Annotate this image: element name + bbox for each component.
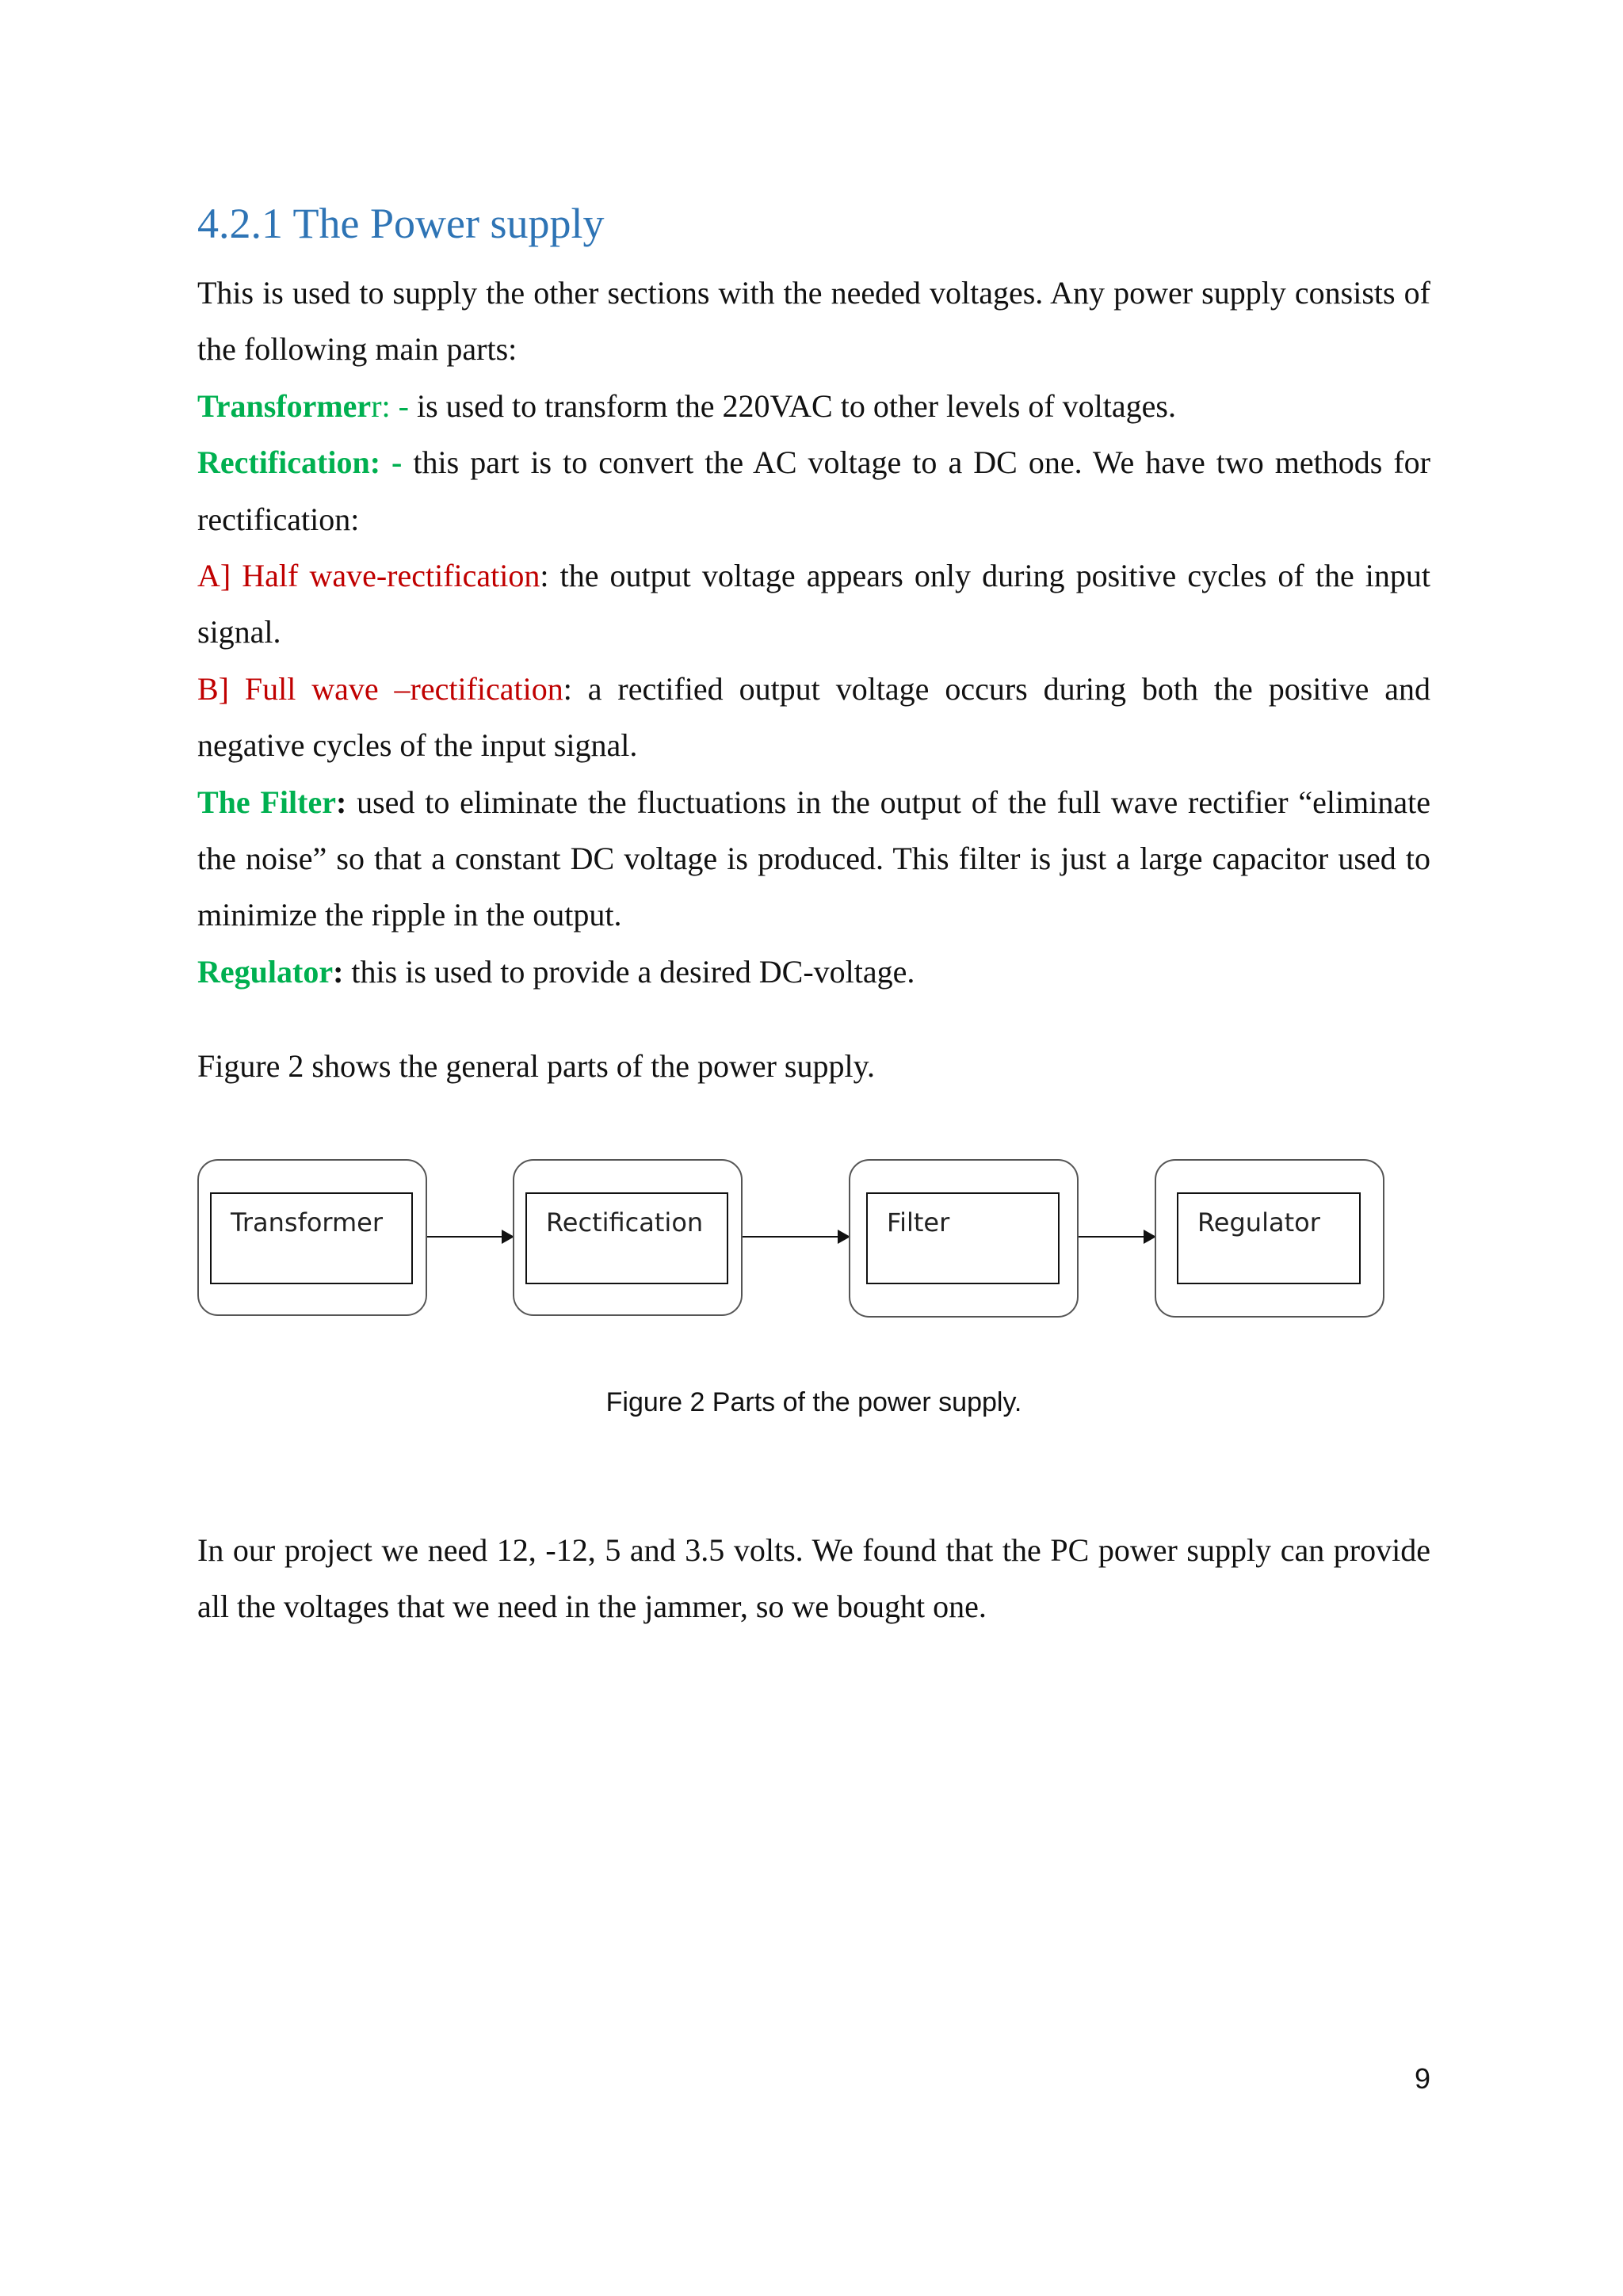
stage-regulator [1155,1159,1384,1318]
rectification-term: Rectification: - [197,444,414,481]
page-number: 9 [1414,2062,1430,2095]
arrow-filter-to-regulator [1079,1236,1155,1238]
section-heading: 4.2.1 The Power supply [197,200,605,247]
stage-rectification [513,1159,743,1316]
stage-transformer-box [210,1192,413,1284]
full-wave-paragraph [197,661,1430,774]
stage-rectification-box [525,1192,728,1284]
transformer-paragraph [197,378,1430,434]
stage-filter-label: Filter [887,1207,950,1238]
stage-filter [849,1159,1079,1318]
transformer-term-tail: r: - [371,387,417,424]
arrow-transformer-to-rectification [427,1236,513,1238]
regulator-term: Regulator [197,953,334,990]
half-wave-term: A] Half wave-rectification [197,558,540,594]
full-wave-term: B] Full wave –rectification [197,670,563,707]
regulator-text: this is used to provide a desired DC-voltage. [343,953,915,990]
half-wave-paragraph [197,547,1430,661]
figure-intro: Figure 2 shows the general parts of the power supply. [197,1048,875,1084]
stage-filter-box [866,1192,1060,1284]
rectification-text: this part is to convert the AC voltage to a DC one. We have two methods for rectification: [197,444,1431,537]
body-text [197,265,1430,1000]
stage-transformer-label: Transformer [231,1207,384,1238]
regulator-paragraph [197,944,1430,1000]
full-wave-text: : a rectified output voltage occurs during both the positive and negative cycles of the input signal. [197,670,1431,764]
transformer-text: is used to transform the 220VAC to other levels of voltages. [416,387,1176,424]
stage-regulator-box [1177,1192,1361,1284]
regulator-colon: : [333,953,344,990]
figure-caption: Figure 2 Parts of the power supply. [605,1387,1022,1417]
rectification-paragraph [197,434,1430,547]
filter-paragraph [197,774,1430,944]
stage-regulator-label: Regulator [1197,1207,1320,1238]
filter-colon: : [335,784,347,820]
intro-paragraph: This is used to supply the other sections with the needed voltages. Any power supply consists of the following main parts: [197,275,1430,368]
filter-text: used to eliminate the fluctuations in the output of the full wave rectifier “eliminate the noise” so that a constant DC voltage is produced. This filter is just a large capacitor used to minimize the ripple in the output. [197,784,1430,933]
half-wave-text: : the output voltage appears only during positive cycles of the input signal. [197,558,1431,650]
stage-transformer [197,1159,427,1316]
arrow-rectification-to-filter [743,1236,849,1238]
transformer-term: Transformer [197,387,372,424]
closing-paragraph: In our project we need 12, -12, 5 and 3.5 volts. We found that the PC power supply can provide all the voltages that we need in the jammer, so we bought one. [197,1532,1430,1625]
power-supply-diagram [197,1153,1386,1323]
filter-term: The Filter [197,784,336,820]
stage-rectification-label: Rectification [546,1207,704,1238]
